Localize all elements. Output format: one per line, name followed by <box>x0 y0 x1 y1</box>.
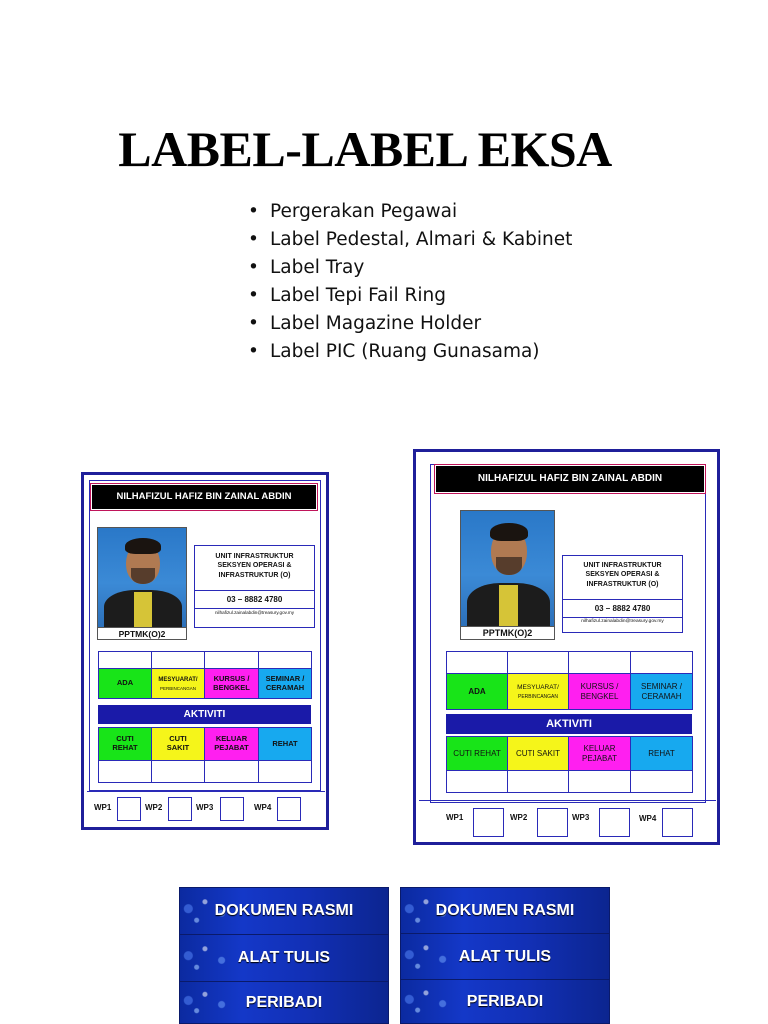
unit-line: UNIT INFRASTRUKTUR <box>215 553 294 560</box>
activity-cuti-rehat[interactable]: CUTI REHAT <box>99 728 152 761</box>
grade-label: PPTMK(O)2 <box>97 627 187 640</box>
activity-rehat[interactable]: REHAT <box>631 737 693 771</box>
bullet-marker: • <box>248 285 259 306</box>
tray-label-dokumen-rasmi: DOKUMEN RASMI <box>400 887 610 935</box>
wp4-box[interactable] <box>662 808 693 837</box>
unit-info-box <box>194 545 315 628</box>
tray-label-dokumen-rasmi: DOKUMEN RASMI <box>179 887 389 935</box>
status-mesyuarat[interactable]: MESYUARAT/ PERBINCANGAN <box>508 674 569 710</box>
activity-table <box>446 736 693 793</box>
bullet-list <box>248 198 572 366</box>
unit-info-box <box>562 555 683 633</box>
phone-number: 03 – 8882 4780 <box>195 590 314 609</box>
wp-label: WP2 <box>510 813 528 822</box>
bullet-marker: • <box>248 257 259 278</box>
email-address: nilhafizul.zainalabdin@treasury.gov.my <box>214 610 295 615</box>
wp-label: WP1 <box>94 803 112 812</box>
unit-line: UNIT INFRASTRUKTUR <box>583 562 662 569</box>
bullet-item <box>248 226 572 254</box>
wp4-box[interactable] <box>277 797 301 821</box>
staff-name-bar: NILHAFIZUL HAFIZ BIN ZAINAL ABDIN <box>436 466 704 492</box>
unit-line: INFRASTRUKTUR (O) <box>586 580 659 588</box>
bullet-text: Label Pedestal, Almari & Kabinet <box>270 229 573 250</box>
bullet-item <box>248 310 572 338</box>
wp1-box[interactable] <box>473 808 504 837</box>
staff-card-left <box>81 472 329 830</box>
wp2-box[interactable] <box>537 808 568 837</box>
unit-line: INFRASTRUKTUR (O) <box>218 571 291 579</box>
activity-keluar-pejabat[interactable]: KELUAR PEJABAT <box>569 737 631 771</box>
tray-label-alat-tulis: ALAT TULIS <box>179 934 389 982</box>
unit-line: SEKSYEN OPERASI & <box>585 571 660 579</box>
bullet-text: Label Tray <box>270 257 365 278</box>
status-seminar[interactable]: SEMINAR / CERAMAH <box>631 674 693 710</box>
wp-label: WP4 <box>254 803 272 812</box>
phone-number: 03 – 8882 4780 <box>563 599 682 618</box>
tray-label-peribadi: PERIBADI <box>179 981 389 1024</box>
page-title: LABEL-LABEL EKSA <box>118 121 612 177</box>
status-ada[interactable]: ADA <box>447 674 508 710</box>
bullet-marker: • <box>248 201 259 222</box>
status-table <box>98 651 312 699</box>
bullet-text: Label Tepi Fail Ring <box>270 285 446 306</box>
aktiviti-bar: AKTIVITI <box>98 705 311 724</box>
wp3-box[interactable] <box>599 808 630 837</box>
wp-divider <box>87 791 325 792</box>
activity-table <box>98 727 312 783</box>
activity-cuti-sakit[interactable]: CUTI SAKIT <box>508 737 569 771</box>
bullet-text: Label Magazine Holder <box>270 313 482 334</box>
status-ada[interactable]: ADA <box>99 669 152 699</box>
bullet-item <box>248 282 572 310</box>
email-address: nilhafizul.zainalabdin@treasury.gov.my <box>581 619 664 624</box>
bullet-marker: • <box>248 313 259 334</box>
staff-photo <box>97 527 187 629</box>
wp-label: WP4 <box>639 814 657 823</box>
activity-cuti-sakit[interactable]: CUTI SAKIT <box>152 728 205 761</box>
status-kursus[interactable]: KURSUS / BENGKEL <box>205 669 259 699</box>
staff-name-bar: NILHAFIZUL HAFIZ BIN ZAINAL ABDIN <box>92 485 316 509</box>
bullet-item <box>248 254 572 282</box>
wp-divider <box>419 800 716 801</box>
activity-keluar-pejabat[interactable]: KELUAR PEJABAT <box>205 728 259 761</box>
unit-line: SEKSYEN OPERASI & <box>217 562 292 570</box>
wp1-box[interactable] <box>117 797 141 821</box>
bullet-marker: • <box>248 341 259 362</box>
status-seminar[interactable]: SEMINAR / CERAMAH <box>259 669 312 699</box>
bullet-text: Label PIC (Ruang Gunasama) <box>270 341 540 362</box>
status-mesyuarat[interactable]: MESYUARAT/ PERBINCANGAN <box>152 669 205 699</box>
status-kursus[interactable]: KURSUS / BENGKEL <box>569 674 631 710</box>
wp-label: WP2 <box>145 803 163 812</box>
wp2-box[interactable] <box>168 797 192 821</box>
wp-label: WP3 <box>572 813 590 822</box>
wp-label: WP1 <box>446 813 464 822</box>
bullet-item <box>248 198 572 226</box>
tray-label-peribadi: PERIBADI <box>400 979 610 1024</box>
bullet-item <box>248 338 572 366</box>
tray-label-alat-tulis: ALAT TULIS <box>400 933 610 981</box>
activity-cuti-rehat[interactable]: CUTI REHAT <box>447 737 508 771</box>
wp-label: WP3 <box>196 803 214 812</box>
grade-label: PPTMK(O)2 <box>460 626 555 640</box>
status-table <box>446 651 693 710</box>
staff-card-right <box>413 449 720 845</box>
bullet-marker: • <box>248 229 259 250</box>
activity-rehat[interactable]: REHAT <box>259 728 312 761</box>
staff-photo <box>460 510 555 628</box>
wp3-box[interactable] <box>220 797 244 821</box>
bullet-text: Pergerakan Pegawai <box>270 201 458 222</box>
aktiviti-bar: AKTIVITI <box>446 714 692 734</box>
